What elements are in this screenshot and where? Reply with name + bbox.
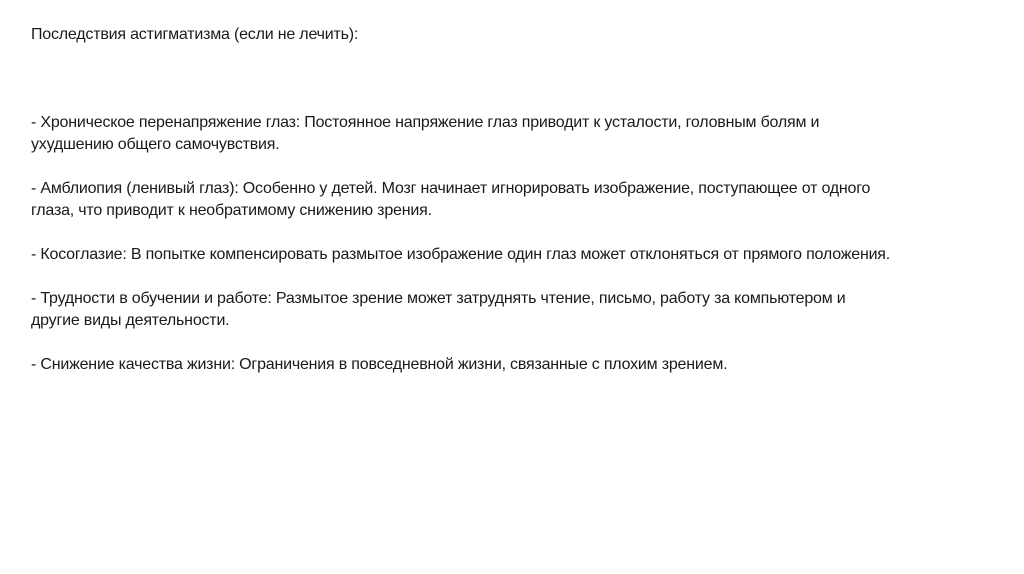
- list-item: [31, 288, 1011, 332]
- list-item-line: - Снижение качества жизни: Ограничения в повседневной жизни, связанные с плохим зрением.: [31, 356, 728, 373]
- list-item-line: глаза, что приводит к необратимому снижению зрения.: [31, 202, 432, 219]
- slide-title: Последствия астигматизма (если не лечить):: [31, 26, 359, 43]
- spacer: [31, 46, 1011, 112]
- list-item-line: другие виды деятельности.: [31, 312, 230, 329]
- list-item: [31, 112, 1011, 156]
- spacer: [31, 156, 1011, 178]
- spacer: [31, 222, 1011, 244]
- list-item-line: ухудшению общего самочувствия.: [31, 136, 280, 153]
- list-item: [31, 354, 1011, 376]
- list-item-line: - Амблиопия (ленивый глаз): Особенно у детей. Мозг начинает игнорировать изображение, поступающее от одного: [31, 180, 871, 197]
- spacer: [31, 332, 1011, 354]
- list-item-line: - Косоглазие: В попытке компенсировать размытое изображение один глаз может отклоняться от прямого положения.: [31, 246, 891, 263]
- list-item: [31, 244, 1011, 266]
- list-item-line: - Трудности в обучении и работе: Размытое зрение может затруднять чтение, письмо, работу за компьютером и: [31, 290, 846, 307]
- list-item: [31, 178, 1011, 222]
- spacer: [31, 266, 1011, 288]
- slide-text-body: [31, 24, 1011, 376]
- list-item-line: - Хроническое перенапряжение глаз: Постоянное напряжение глаз приводит к усталости, головным болям и: [31, 114, 820, 131]
